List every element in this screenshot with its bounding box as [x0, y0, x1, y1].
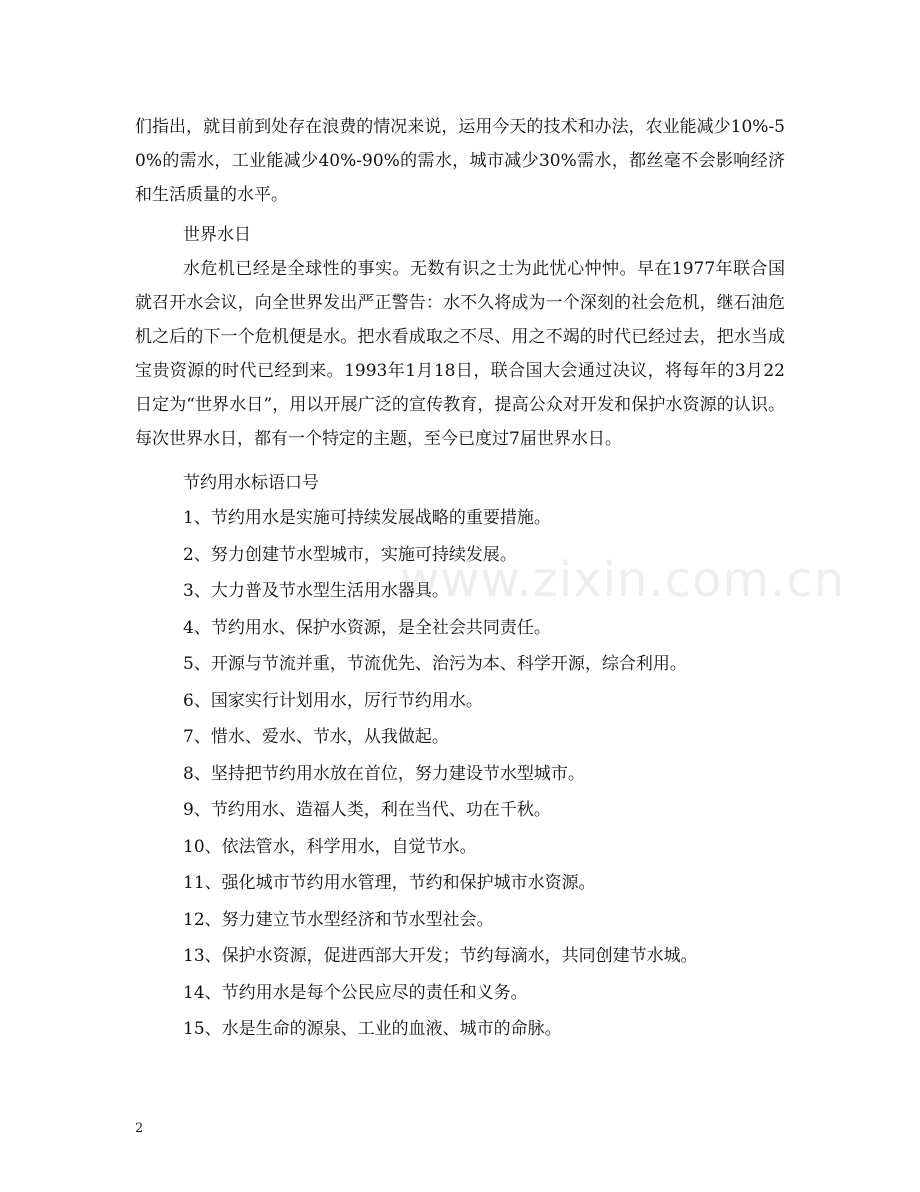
slogan-item: 10、依法管水，科学用水，自觉节水。	[183, 836, 477, 857]
slogan-item: 5、开源与节流并重，节流优先、治污为本、科学开源，综合利用。	[183, 654, 687, 674]
slogan-list	[135, 500, 785, 1048]
slogan-item: 7、惜水、爱水、节水，从我做起。	[183, 727, 449, 747]
slogan-item: 15、水是生命的源泉、工业的血液、城市的命脉。	[183, 1019, 562, 1039]
page-number: 2	[135, 1121, 144, 1136]
slogan-item: 2、努力创建节水型城市，实施可持续发展。	[183, 544, 517, 565]
slogan-item: 4、节约用水、保护水资源，是全社会共同责任。	[183, 617, 551, 638]
slogan-item: 12、努力建立节水型经济和节水型社会。	[183, 909, 494, 930]
slogan-item: 8、坚持把节约用水放在首位，努力建设节水型城市。	[183, 763, 585, 784]
page-content	[135, 110, 785, 1048]
intro-paragraph: 们指出，就目前到处存在浪费的情况来说，运用今天的技术和办法，农业能减少10%-50%的需水，工业能减少40%-90%的需水，城市减少30%需水，都丝毫不会影响经济和生活质量的水平。	[135, 117, 785, 205]
slogan-item: 13、保护水资源，促进西部大开发；节约每滴水，共同创建节水城。	[183, 946, 698, 966]
slogan-item: 1、节约用水是实施可持续发展战略的重要措施。	[183, 508, 551, 528]
section-title-slogans: 节约用水标语口号	[183, 473, 319, 493]
slogan-item: 3、大力普及节水型生活用水器具。	[183, 581, 449, 601]
slogan-item: 9、节约用水、造福人类，利在当代、功在千秋。	[183, 800, 551, 820]
world-water-day-paragraph: 水危机已经是全球性的事实。无数有识之士为此忧心忡忡。早在1977年联合国就召开水会议，向全世界发出严正警告：水不久将成为一个深刻的社会危机，继石油危机之后的下一个危机便是水。把水看成取之不尽、用之不竭的时代已经过去，把水当成宝贵资源的时代已经到来。1993年1月18日，联合国大会通过决议，将每年的3月22日定为“世界水日”，用以开展广泛的宣传教育，提高公众对开发和保护水资源的认识。每次世界水日，都有一个特定的主题，至今已度过7届世界水日。	[135, 259, 785, 449]
watermark-text: www.zixin.com.cn	[400, 552, 846, 608]
slogan-item: 6、国家实行计划用水，厉行节约用水。	[183, 690, 483, 711]
section-title-world-water-day: 世界水日	[183, 225, 251, 245]
slogan-item: 11、强化城市节约用水管理，节约和保护城市水资源。	[183, 873, 596, 893]
slogan-item: 14、节约用水是每个公民应尽的责任和义务。	[183, 982, 528, 1003]
